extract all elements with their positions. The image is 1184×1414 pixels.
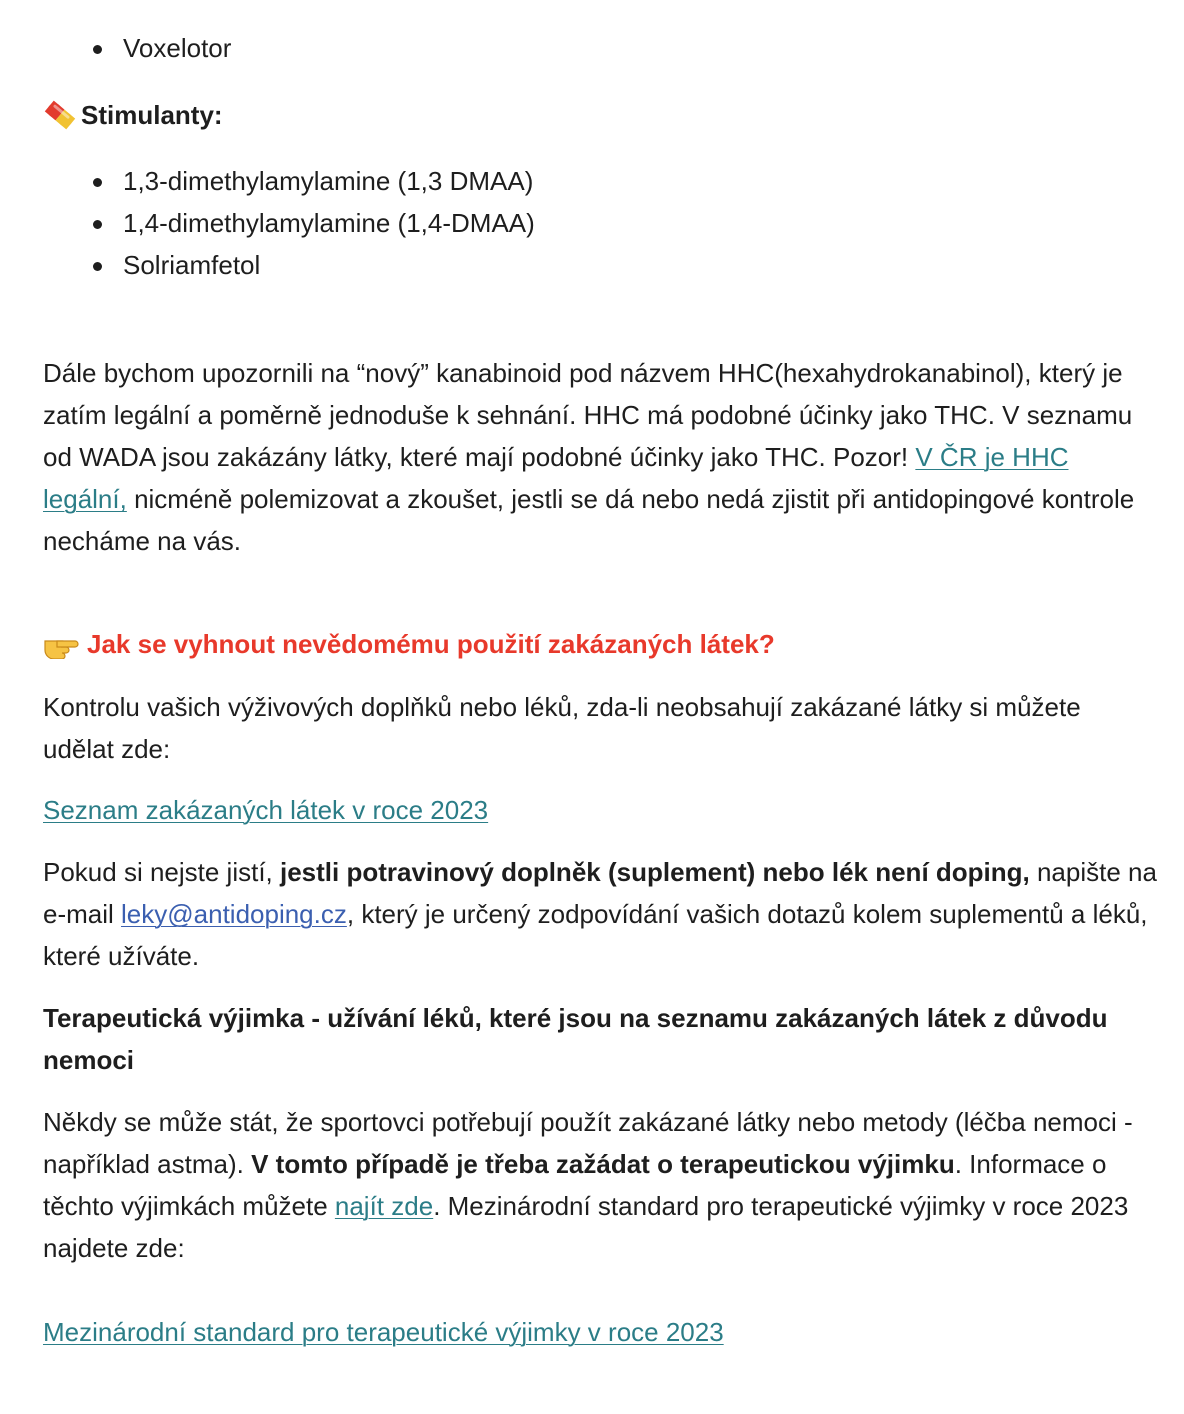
- list-item: Solriamfetol: [43, 244, 1158, 286]
- unsure-paragraph: Pokud si nejste jistí, jestli potravinový doplněk (suplement) nebo lék není doping, napište na e-mail leky@antidoping.cz, který je určený zodpovídání vašich dotazů kolem suplementů a léků, které užíváte.: [43, 857, 1157, 971]
- prohibited-list-paragraph: [43, 789, 1158, 831]
- check-paragraph: Kontrolu vašich výživových doplňků nebo léků, zda-li neobsahují zakázané látky si můžete udělat zde:: [43, 692, 1081, 764]
- stimulants-heading: [43, 94, 1158, 136]
- list-item: 1,4-dimethylamylamine (1,4-DMAA): [43, 202, 1158, 244]
- exemption-heading: Terapeutická výjimka - užívání léků, které jsou na seznamu zakázaných látek z důvodu nemoci: [43, 1003, 1108, 1075]
- email-link[interactable]: leky@antidoping.cz: [121, 899, 347, 929]
- avoid-heading: [43, 623, 1158, 665]
- find-here-link[interactable]: najít zde: [334, 1191, 434, 1221]
- standard-paragraph: [43, 1311, 1158, 1353]
- list-item: Voxelotor: [43, 27, 1158, 69]
- hhc-legal-link[interactable]: V ČR je HHC legální,: [43, 442, 1069, 514]
- prohibited-list-link[interactable]: Seznam zakázaných látek v roce 2023: [43, 795, 489, 825]
- pointing-hand-icon: [43, 629, 79, 659]
- exemption-paragraph: Někdy se může stát, že sportovci potřebují použít zakázané látky nebo metody (léčba nemoci - například astma). V tomto případě je třeba zažádat o terapeutickou výjimku. Informace o těchto výjimkách můžete najít zde. Mezinárodní standard pro terapeutické výjimky v roce 2023 najdete zde:: [43, 1107, 1133, 1263]
- pill-icon: [43, 98, 77, 132]
- standard-link[interactable]: Mezinárodní standard pro terapeutické výjimky v roce 2023: [43, 1317, 724, 1347]
- stimulants-heading-text: Stimulanty:: [81, 100, 223, 130]
- list-item: 1,3-dimethylamylamine (1,3 DMAA): [43, 160, 1158, 202]
- stimulants-list: [43, 160, 1158, 286]
- avoid-heading-text: Jak se vyhnout nevědomému použití zakázaných látek?: [87, 629, 775, 659]
- substance-list-top: [43, 27, 1158, 69]
- hhc-paragraph: Dále bychom upozornili na “nový” kanabinoid pod názvem HHC(hexahydrokanabinol), který je zatím legální a poměrně jednoduše k sehnání. HHC má podobné účinky jako THC. V seznamu od WADA jsou zakázány látky, které mají podobné účinky jako THC. Pozor! V ČR je HHC legální, nicméně polemizovat a zkoušet, jestli se dá nebo nedá zjistit při antidopingové kontrole necháme na vás.: [43, 358, 1135, 556]
